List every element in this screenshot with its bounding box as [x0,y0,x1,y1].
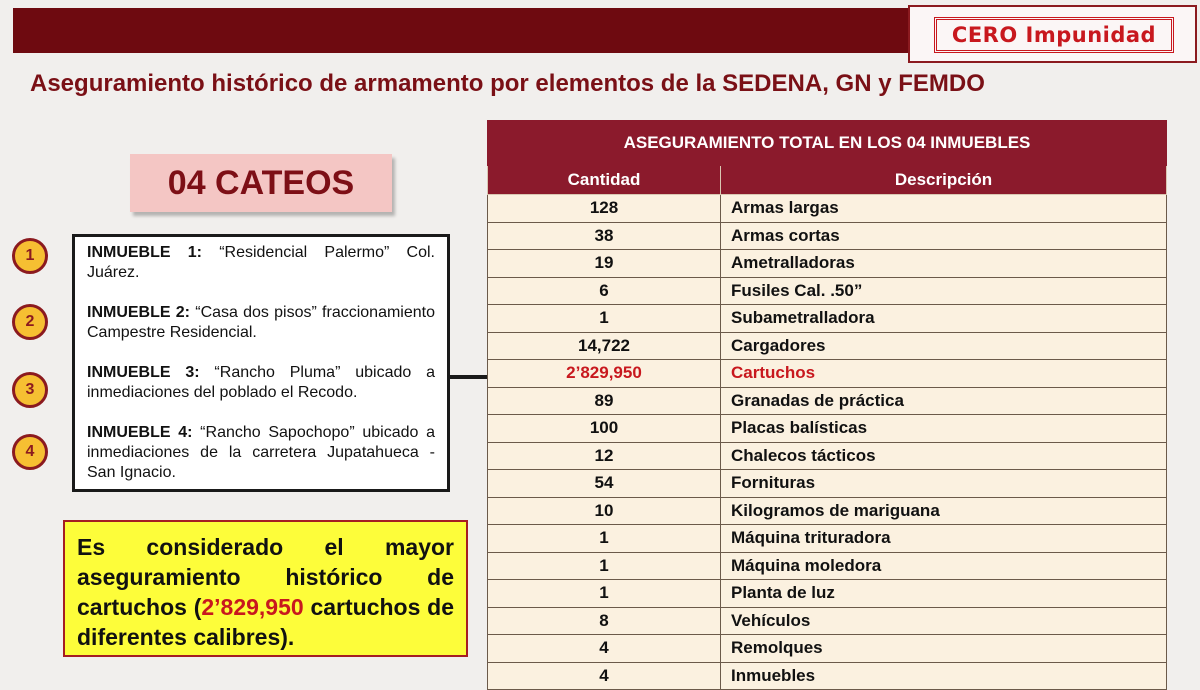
property-number-badge: 2 [12,304,48,340]
note-highlight-value: 2’829,950 [201,594,304,620]
description-cell: Máquina moledora [721,552,1167,580]
table-row [488,497,1167,525]
quantity-cell: 12 [488,442,721,470]
table-row [488,552,1167,580]
table-row [488,250,1167,278]
quantity-cell: 1 [488,552,721,580]
description-cell: Vehículos [721,607,1167,635]
property-item [87,303,435,343]
quantity-cell: 19 [488,250,721,278]
table-row [488,332,1167,360]
column-header-description: Descripción [721,166,1167,195]
description-cell: Kilogramos de mariguana [721,497,1167,525]
property-label: INMUEBLE 1: [87,244,202,261]
description-cell: Cargadores [721,332,1167,360]
quantity-cell: 6 [488,277,721,305]
table-row [488,305,1167,333]
note-text: Es considerado el mayor aseguramiento histórico de cartuchos ( [77,534,454,620]
quantity-cell: 100 [488,415,721,443]
property-label: INMUEBLE 2: [87,304,191,321]
cateos-label: 04 CATEOS [130,154,392,212]
property-item [87,423,435,483]
property-label: INMUEBLE 3: [87,364,200,381]
description-cell: Fornituras [721,470,1167,498]
table-row [488,580,1167,608]
property-text: “Residencial Palermo” Col. Juárez. [87,244,435,281]
table-row [488,387,1167,415]
table-title: ASEGURAMIENTO TOTAL EN LOS 04 INMUEBLES [488,121,1167,166]
quantity-cell: 128 [488,195,721,223]
description-cell: Planta de luz [721,580,1167,608]
property-number-badge: 4 [12,434,48,470]
quantity-cell: 14,722 [488,332,721,360]
quantity-cell: 54 [488,470,721,498]
property-item [87,243,435,283]
description-cell: Armas cortas [721,222,1167,250]
property-text: “Casa dos pisos” fraccionamiento Campestre Residencial. [87,304,435,341]
inventory-table [487,120,1167,690]
quantity-cell: 4 [488,635,721,663]
property-label: INMUEBLE 4: [87,424,193,441]
top-banner [13,8,913,53]
property-number-badge: 1 [12,238,48,274]
quantity-cell: 89 [488,387,721,415]
highlight-note [63,520,468,657]
table-row [488,277,1167,305]
property-text: “Rancho Pluma” ubicado a inmediaciones del poblado el Recodo. [87,364,435,401]
quantity-cell: 1 [488,305,721,333]
quantity-cell: 8 [488,607,721,635]
table-row [488,415,1167,443]
table-row [488,635,1167,663]
table-row [488,470,1167,498]
property-number-badge: 3 [12,372,48,408]
table-row [488,195,1167,223]
quantity-cell: 2’829,950 [488,360,721,388]
table-row [488,662,1167,690]
quantity-cell: 4 [488,662,721,690]
brand-box [908,5,1197,63]
description-cell: Inmuebles [721,662,1167,690]
description-cell: Armas largas [721,195,1167,223]
cero-impunidad-stamp: CERO Impunidad [934,17,1174,53]
quantity-cell: 1 [488,525,721,553]
quantity-cell: 38 [488,222,721,250]
description-cell: Remolques [721,635,1167,663]
table-row [488,525,1167,553]
quantity-cell: 1 [488,580,721,608]
note-text-end: cartuchos de diferentes calibres). [77,594,454,650]
description-cell: Chalecos tácticos [721,442,1167,470]
property-text: “Rancho Sapochopo” ubicado a inmediaciones de la carretera Jupatahueca - San Ignacio. [87,424,435,481]
table-row [488,222,1167,250]
table-row [488,442,1167,470]
description-cell: Placas balísticas [721,415,1167,443]
description-cell: Máquina trituradora [721,525,1167,553]
description-cell: Cartuchos [721,360,1167,388]
table-row [488,360,1167,388]
properties-box [72,234,450,492]
column-header-quantity: Cantidad [488,166,721,195]
description-cell: Granadas de práctica [721,387,1167,415]
description-cell: Ametralladoras [721,250,1167,278]
page-title: Aseguramiento histórico de armamento por elementos de la SEDENA, GN y FEMDO [30,70,985,97]
table-row [488,607,1167,635]
description-cell: Subametralladora [721,305,1167,333]
description-cell: Fusiles Cal. .50” [721,277,1167,305]
property-item [87,363,435,403]
quantity-cell: 10 [488,497,721,525]
connector-line [450,375,488,379]
